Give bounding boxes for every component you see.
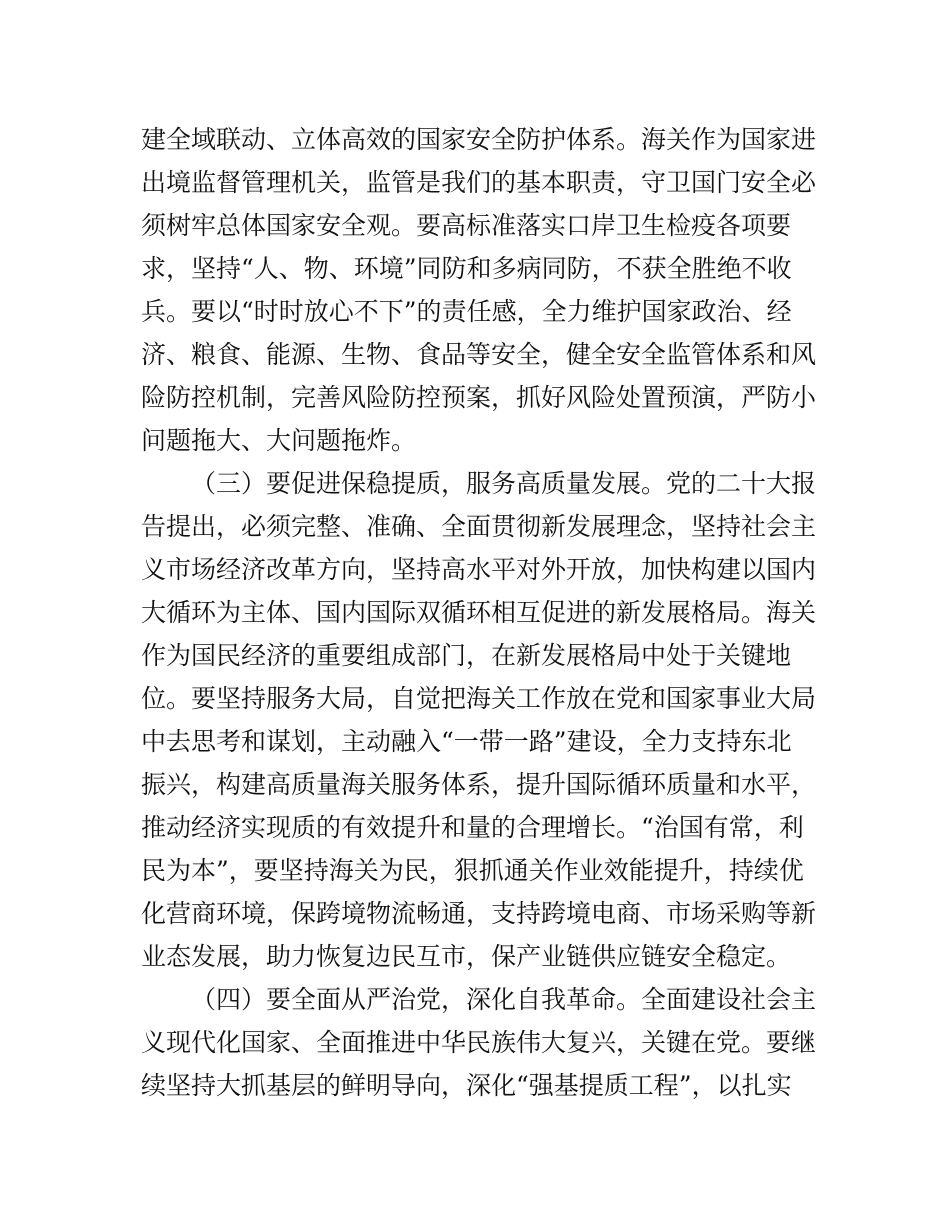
text-line: 求，坚持“人、物、环境”同防和多病同防，不获全胜绝不收 xyxy=(141,254,792,283)
text-line: 告提出，必须完整、准确、全面贯彻新发展理念，坚持社会主 xyxy=(141,512,817,541)
text-line: 振兴，构建高质量海关服务体系，提升国际循环质量和水平， xyxy=(141,770,817,799)
text-line: 大循环为主体、国内国际双循环相互促进的新发展格局。海关 xyxy=(141,598,817,627)
text-line: 问题拖大、大问题拖炸。 xyxy=(141,426,417,455)
text-line: 民为本”，要坚持海关为民，狠抓通关作业效能提升，持续优 xyxy=(141,856,804,885)
text-line: 续坚持大抓基层的鲜明导向，深化“强基提质工程”，以扎实 xyxy=(141,1071,792,1100)
text-line: 建全域联动、立体高效的国家安全防护体系。海关作为国家进 xyxy=(141,125,817,154)
text-line: 济、粮食、能源、生物、食品等安全，健全安全监管体系和风 xyxy=(141,340,817,369)
text-line: 中去思考和谋划，主动融入“一带一路”建设，全力支持东北 xyxy=(141,727,792,756)
text-line: 位。要坚持服务大局，自觉把海关工作放在党和国家事业大局 xyxy=(141,684,817,713)
section-heading-line: （四）要全面从严治党，深化自我革命。全面建设社会主 xyxy=(191,985,817,1014)
text-line: 出境监督管理机关，监管是我们的基本职责，守卫国门安全必 xyxy=(141,168,817,197)
text-line: 义现代化国家、全面推进中华民族伟大复兴，关键在党。要继 xyxy=(141,1028,817,1057)
text-line: 须树牢总体国家安全观。要高标准落实口岸卫生检疫各项要 xyxy=(141,211,792,240)
text-line: 作为国民经济的重要组成部门，在新发展格局中处于关键地 xyxy=(141,641,792,670)
section-heading-line: （三）要促进保稳提质，服务高质量发展。党的二十大报 xyxy=(191,469,817,498)
text-line: 推动经济实现质的有效提升和量的合理增长。“治国有常，利 xyxy=(141,813,804,842)
text-line: 兵。要以“时时放心不下”的责任感，全力维护国家政治、经 xyxy=(141,297,792,326)
text-line: 业态发展，助力恢复边民互市，保产业链供应链安全稳定。 xyxy=(141,942,792,971)
text-line: 化营商环境，保跨境物流畅通，支持跨境电商、市场采购等新 xyxy=(141,899,817,928)
text-line: 义市场经济改革方向，坚持高水平对外开放，加快构建以国内 xyxy=(141,555,817,584)
text-line: 险防控机制，完善风险防控预案，抓好风险处置预演，严防小 xyxy=(141,383,817,412)
